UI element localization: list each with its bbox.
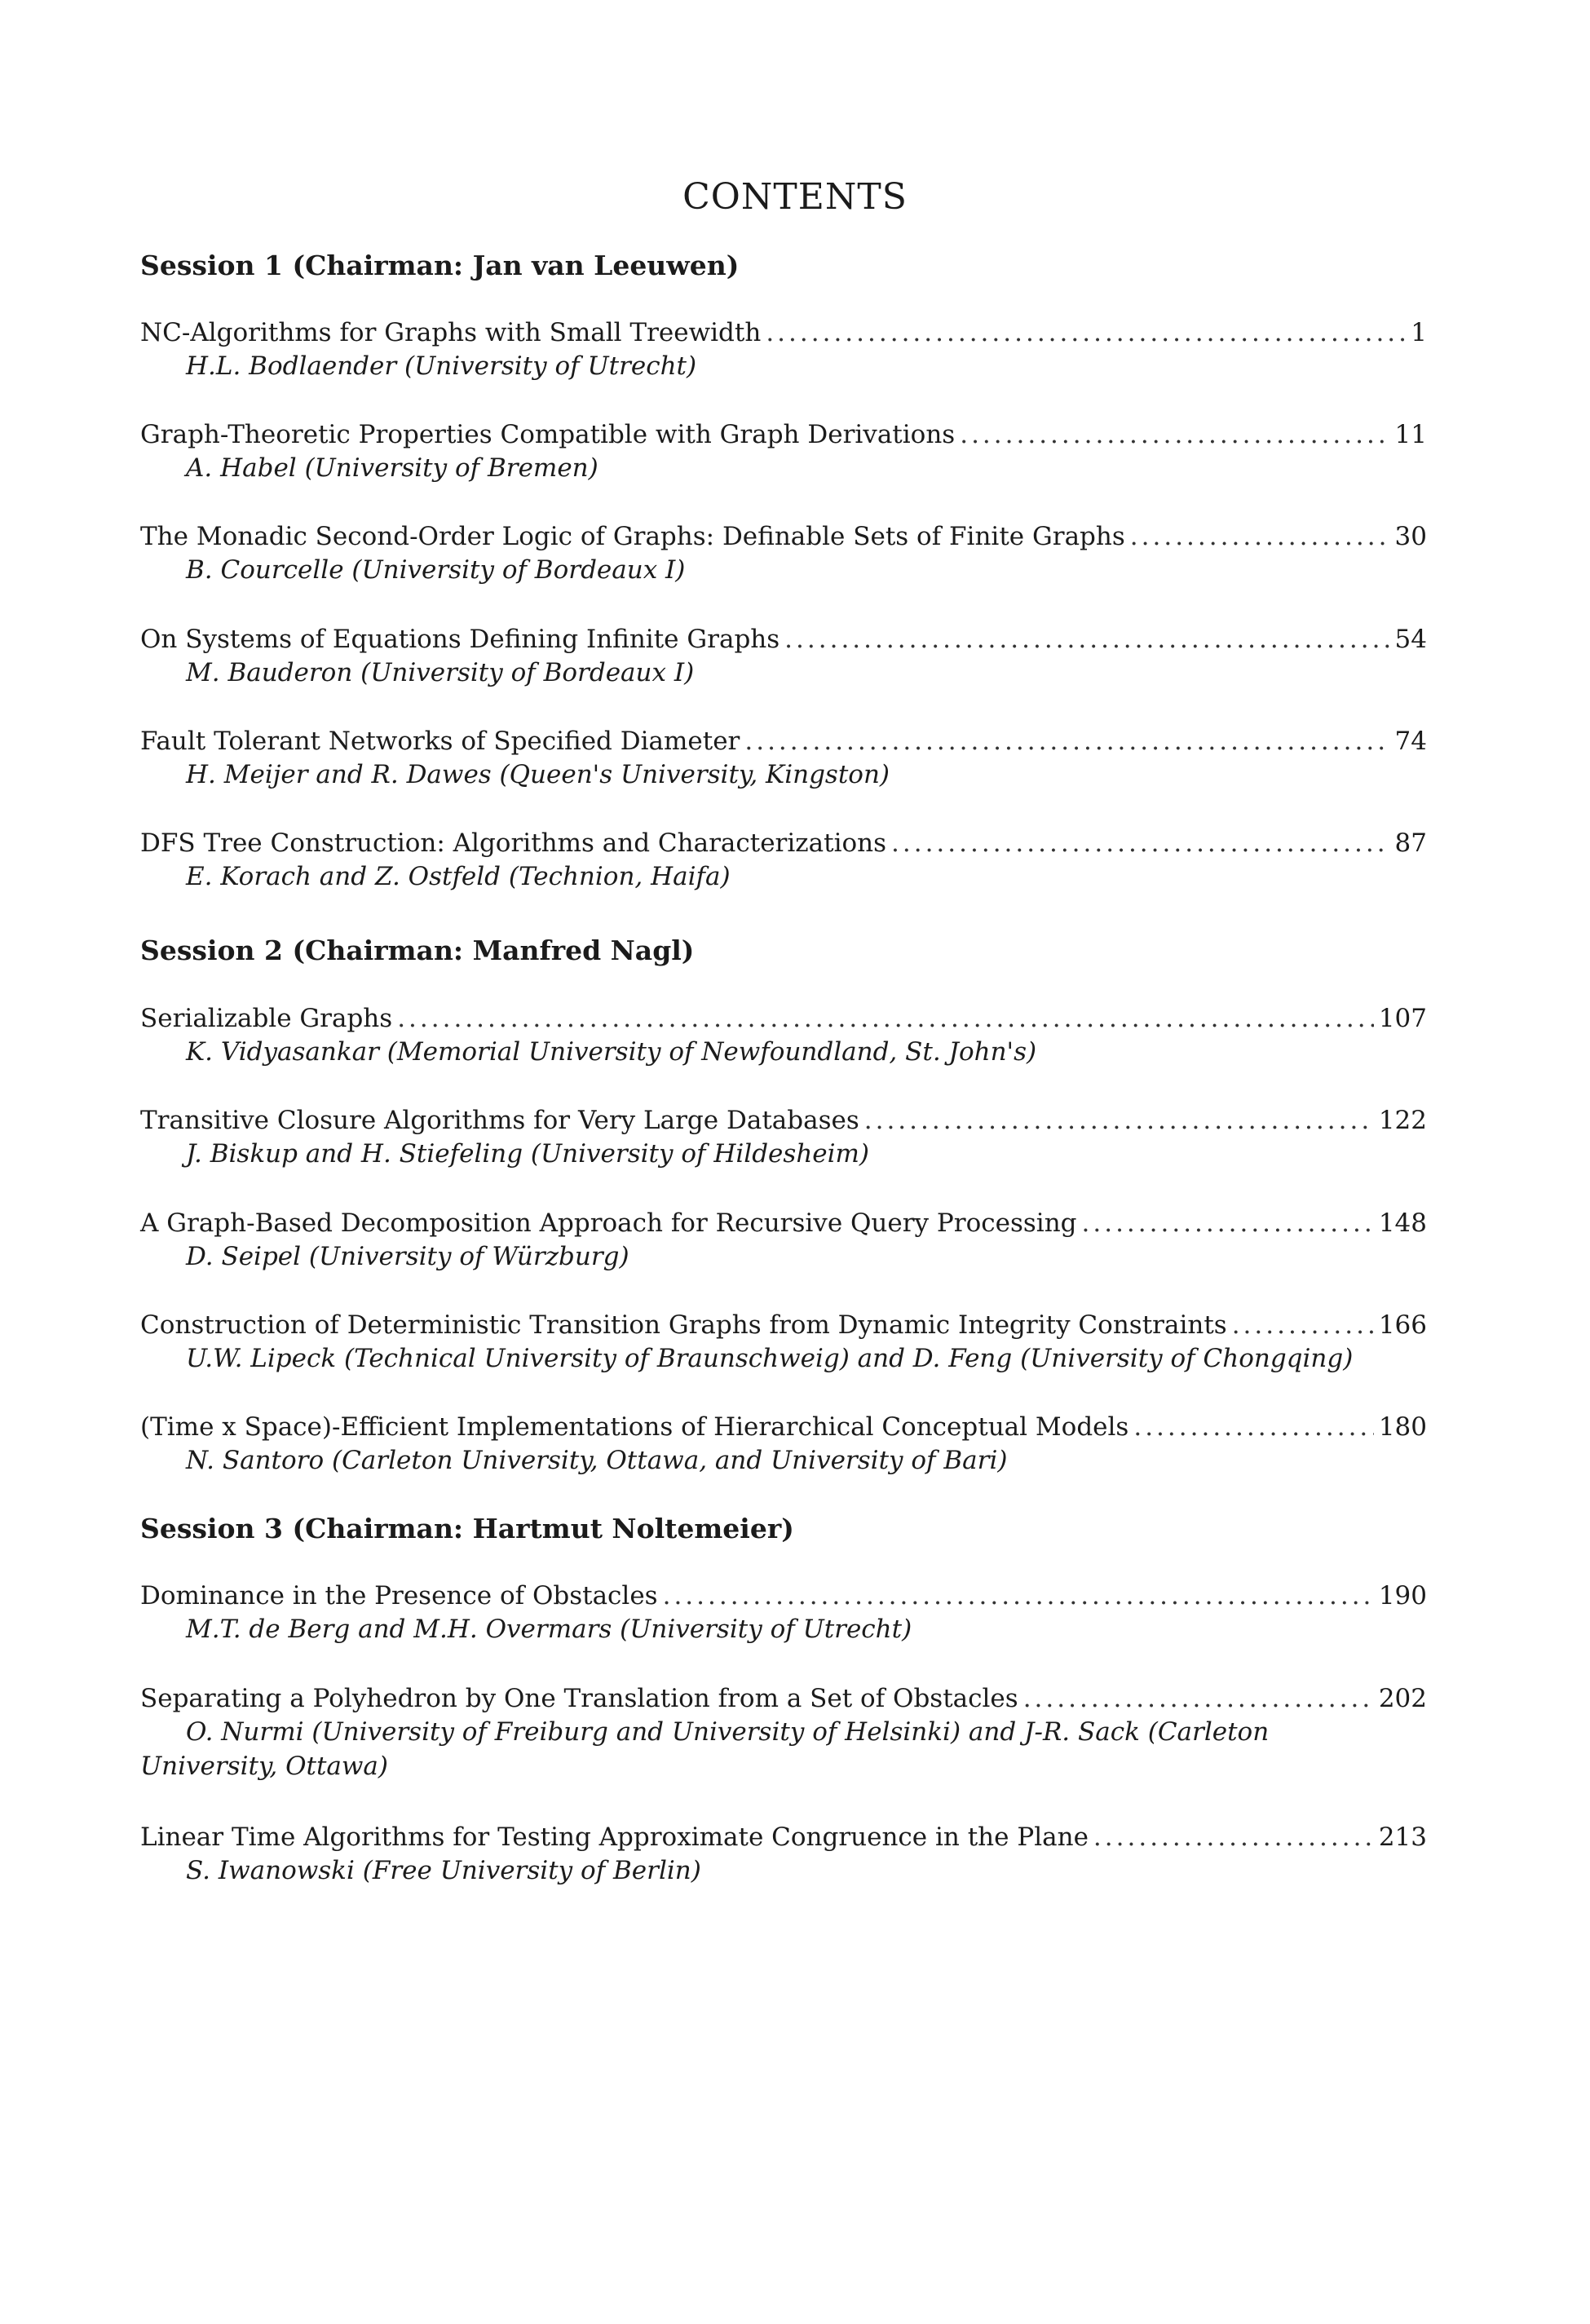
entry-page-number: 180 xyxy=(1378,1412,1427,1442)
entry-page-number: 213 xyxy=(1378,1823,1427,1852)
dot-leader xyxy=(784,623,1389,656)
entry-page-number: 190 xyxy=(1378,1581,1427,1610)
entry-title: On Systems of Equations Defining Infinite Graphs xyxy=(140,625,780,654)
toc-entry[interactable] xyxy=(140,725,1427,792)
dot-leader xyxy=(1130,520,1390,553)
entry-title: Serializable Graphs xyxy=(140,1004,393,1033)
entry-page-number: 202 xyxy=(1378,1684,1427,1713)
toc-entry[interactable] xyxy=(140,1002,1427,1069)
toc-entry[interactable] xyxy=(140,1411,1427,1478)
dot-leader xyxy=(1093,1821,1374,1853)
dot-leader xyxy=(1133,1411,1373,1443)
dot-leader xyxy=(1023,1682,1374,1715)
dot-leader xyxy=(864,1104,1374,1137)
entry-page-number: 11 xyxy=(1394,420,1427,449)
entry-title: Dominance in the Presence of Obstacles xyxy=(140,1581,658,1610)
entry-title: Graph-Theoretic Properties Compatible with Graph Derivations xyxy=(140,420,956,449)
dot-leader xyxy=(960,418,1389,451)
entry-authors: E. Korach and Z. Ostfeld (Technion, Haifa) xyxy=(186,862,731,891)
page-title: CONTENTS xyxy=(682,176,908,218)
entry-authors: K. Vidyasankar (Memorial University of Newfoundland, St. John's) xyxy=(186,1037,1037,1067)
dot-leader xyxy=(397,1002,1374,1035)
toc-entry[interactable] xyxy=(140,1682,1427,1783)
entry-title: NC-Algorithms for Graphs with Small Treewidth xyxy=(140,318,762,347)
session-2-heading: Session 2 (Chairman: Manfred Nagl) xyxy=(140,934,695,966)
entry-title: (Time x Space)-Efficient Implementations of Hierarchical Conceptual Models xyxy=(140,1412,1129,1442)
entry-authors: M.T. de Berg and M.H. Overmars (University of Utrecht) xyxy=(186,1615,912,1644)
entry-title: A Graph-Based Decomposition Approach for Recursive Query Processing xyxy=(140,1208,1077,1238)
entry-page-number: 148 xyxy=(1378,1208,1427,1238)
entry-authors: O. Nurmi (University of Freiburg and University of Helsinki) and J-R. Sack (Carleton University, Ottawa) xyxy=(140,1717,1270,1781)
toc-entry[interactable] xyxy=(140,1821,1427,1888)
dot-leader xyxy=(663,1580,1374,1612)
session-1-heading: Session 1 (Chairman: Jan van Leeuwen) xyxy=(140,250,740,281)
entry-authors: A. Habel (University of Bremen) xyxy=(186,453,598,483)
entry-authors: D. Seipel (University of Würzburg) xyxy=(186,1242,629,1271)
entry-title: Transitive Closure Algorithms for Very Large Databases xyxy=(140,1106,859,1135)
toc-entry[interactable] xyxy=(140,827,1427,894)
toc-entry[interactable] xyxy=(140,520,1427,587)
entry-page-number: 74 xyxy=(1394,727,1427,756)
entry-page-number: 107 xyxy=(1378,1004,1427,1033)
toc-entry[interactable] xyxy=(140,1580,1427,1646)
entry-page-number: 87 xyxy=(1394,828,1427,858)
toc-entry[interactable] xyxy=(140,316,1427,383)
entry-authors: H. Meijer and R. Dawes (Queen's University, Kingston) xyxy=(186,760,890,789)
entry-title: The Monadic Second-Order Logic of Graphs: Definable Sets of Finite Graphs xyxy=(140,522,1125,551)
entry-title: Construction of Deterministic Transition Graphs from Dynamic Integrity Constraints xyxy=(140,1310,1227,1340)
session-3-heading: Session 3 (Chairman: Hartmut Noltemeier) xyxy=(140,1513,794,1544)
entry-authors: B. Courcelle (University of Bordeaux I) xyxy=(186,555,686,585)
dot-leader xyxy=(891,827,1390,859)
entry-page-number: 122 xyxy=(1378,1106,1427,1135)
entry-authors: J. Biskup and H. Stiefeling (University of Hildesheim) xyxy=(186,1139,870,1169)
entry-page-number: 54 xyxy=(1394,625,1427,654)
entry-title: Separating a Polyhedron by One Translation from a Set of Obstacles xyxy=(140,1684,1018,1713)
entry-page-number: 166 xyxy=(1378,1310,1427,1340)
dot-leader xyxy=(1082,1207,1374,1239)
toc-entry[interactable] xyxy=(140,623,1427,690)
dot-leader xyxy=(744,725,1389,758)
toc-entry[interactable] xyxy=(140,1104,1427,1171)
dot-leader xyxy=(766,316,1406,349)
entry-authors: U.W. Lipeck (Technical University of Braunschweig) and D. Feng (University of Chongqing) xyxy=(186,1344,1354,1373)
toc-entry[interactable] xyxy=(140,1207,1427,1274)
entry-authors: N. Santoro (Carleton University, Ottawa, and University of Bari) xyxy=(186,1446,1008,1475)
entry-title: Linear Time Algorithms for Testing Approximate Congruence in the Plane xyxy=(140,1823,1089,1852)
entry-authors: H.L. Bodlaender (University of Utrecht) xyxy=(186,351,697,381)
entry-title: DFS Tree Construction: Algorithms and Characterizations xyxy=(140,828,887,858)
toc-entry[interactable] xyxy=(140,1309,1427,1376)
entry-title: Fault Tolerant Networks of Specified Diameter xyxy=(140,727,740,756)
entry-page-number: 1 xyxy=(1411,318,1427,347)
entry-page-number: 30 xyxy=(1394,522,1427,551)
entry-authors: M. Bauderon (University of Bordeaux I) xyxy=(186,658,695,687)
entry-authors: S. Iwanowski (Free University of Berlin) xyxy=(186,1856,701,1885)
dot-leader xyxy=(1232,1309,1374,1341)
toc-entry[interactable] xyxy=(140,418,1427,485)
